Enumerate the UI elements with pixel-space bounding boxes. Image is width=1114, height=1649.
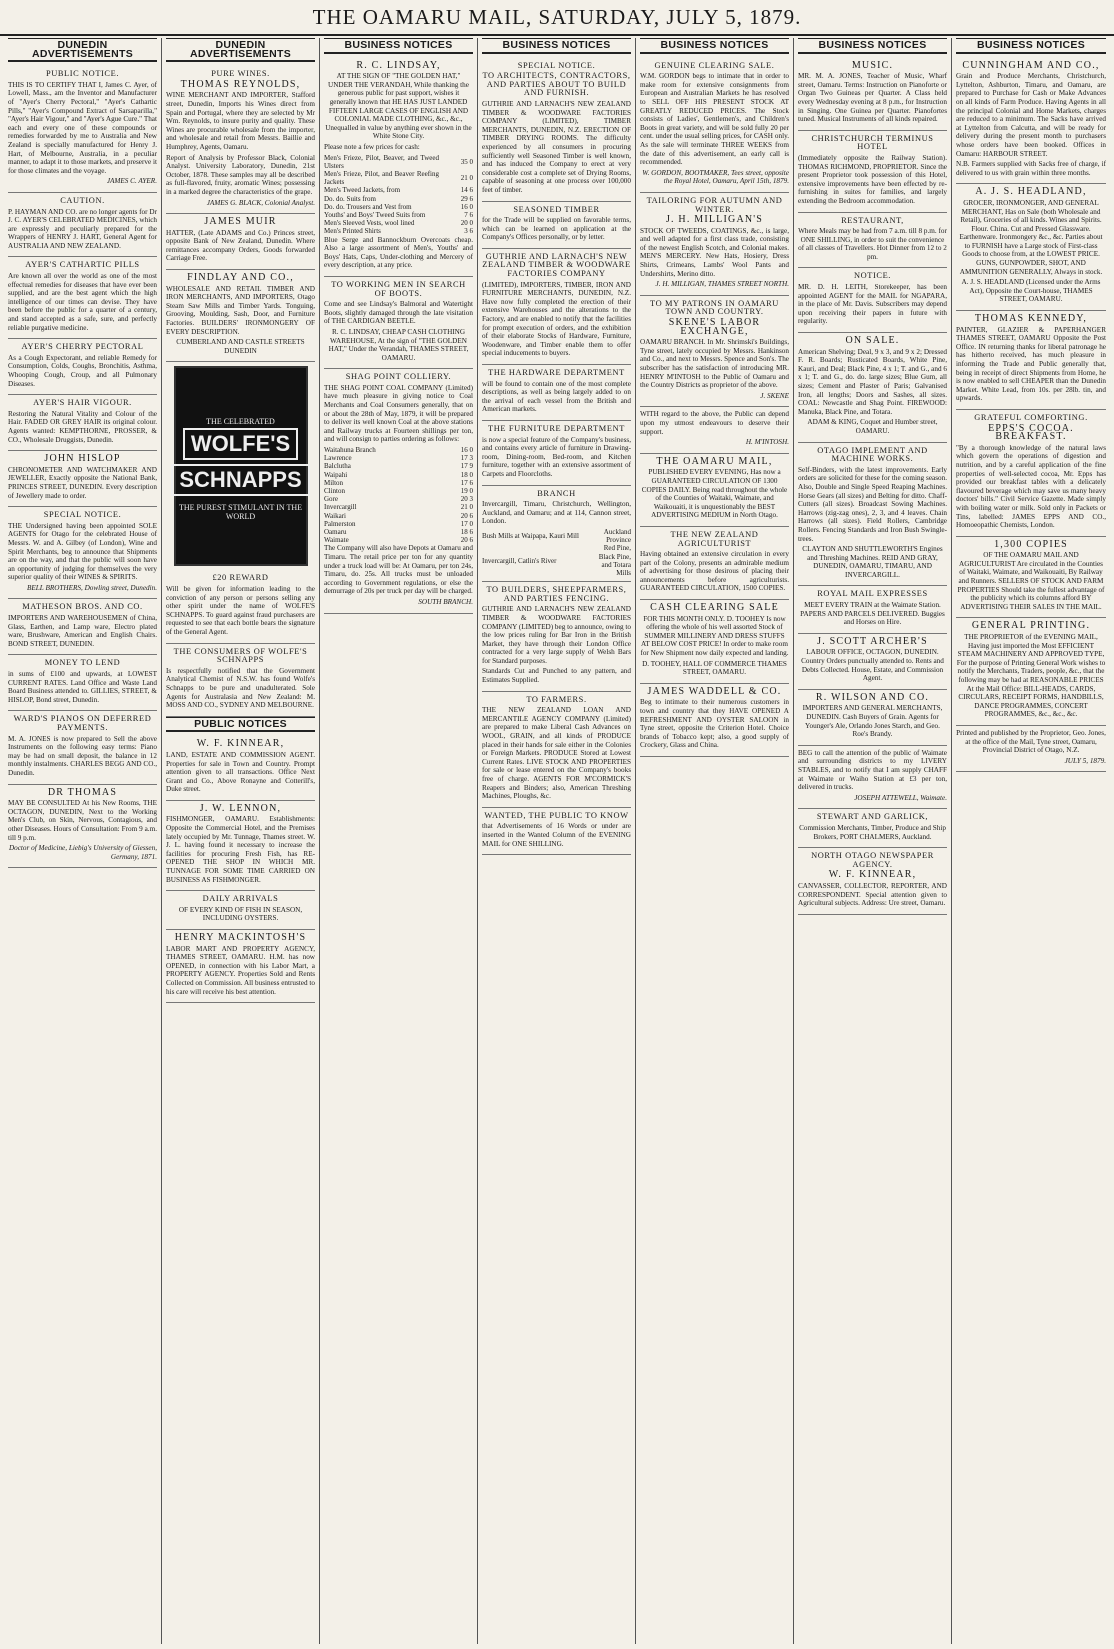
ad-body: CHRONOMETER AND WATCHMAKER AND JEWELLER, Exactly opposite the National Bank, PRINCES STREET, DUNEDIN. Every description of Jewellery made to order. (8, 465, 157, 500)
ad-advertiser: R. C. LINDSAY, (356, 59, 441, 71)
advertisement (166, 214, 315, 270)
price-row-label: Do. do. Trousers and Vest from (324, 202, 412, 211)
ad-body: Self-Binders, with the latest improvements. Early orders are solicited for these for the coming season. Also, Double and Single Speed Reaping Machines. Horse Gears (all sizes) and Belting for ditto. Chaff-Cutters (all sizes). Broadcast Sowing Machines. Harrows (zig-zag ones), 2, 3, and 4 leaves. Chain Harrows (all sizes). Field Rollers, Cambridge Rollers. Fencing Standards and Iron Bush Swingle-trees. (798, 465, 947, 543)
ad-body: Are known all over the world as one of the most effectual remedies for diseases that have ever been supplied, and are the best agent which the high intelligence of our times can devise. They have been before the public for a quarter of a century, and stand accepted as a safe, sure, and perfectly reliable purgative medicine. (8, 272, 157, 332)
ad-body: FISHMONGER, OAMARU. Establishments: Opposite the Commercial Hotel, and the Premises lately occupied by Mr. Tunnage, Thames street. W. J. L. having found it necessary to increase the facilities for procuring Fresh Fish, has RE-OPENED THE SHOP IN WHICH MR. TUNNAGE FOR SOME TIME CARRIED ON BUSINESS AS FISHMONGER. (166, 815, 315, 884)
ad-heading: PUBLIC NOTICE. (45, 69, 120, 79)
imprint (956, 726, 1106, 772)
advertisement (640, 684, 789, 757)
ad-heading: ON SALE. (845, 335, 900, 347)
advertisement (798, 58, 947, 131)
ad-body: WITH regard to the above, the Public can depend upon my utmost endeavours to deserve their support. (640, 410, 789, 436)
station-row (324, 528, 473, 536)
ad-body: GUTHRIE AND LARNACH'S NEW ZEALAND TIMBER & WOODWARE FACTORIES COMPANY (LIMITED) beg to announce, owing to the low prices ruling for Bar Iron in the British Market, they have through their London Office contracted for a very large supply of Welsh Bars for Standard purposes. (482, 605, 631, 665)
station-row-value: 20 6 (460, 536, 473, 545)
station-row (324, 512, 473, 520)
advertisement (166, 891, 315, 930)
ad-heading: THE CONSUMERS OF WOLFE'S SCHNAPPS (173, 646, 308, 665)
ad-advertiser: J. SCOTT ARCHER'S (817, 635, 928, 647)
ad-signature: ADAM & KING, Coquet and Humber street, OAMARU. (807, 418, 938, 435)
ad-body: CANVASSER, COLLECTOR, REPORTER, AND CORRESPONDENT. Special attention given to Agricultural subjects. Address: Ure street, Oamaru. (798, 881, 947, 908)
station-row-label: Gore (324, 495, 338, 504)
advertisement (482, 692, 631, 808)
ad-body: THE Undersigned having been appointed SOLE AGENTS for Otago for the celebrated House of Messrs. W. and A. Gilbey (of London), Wine and Spirit Merchants, beg to announce that Shipments are on the way, and that the public will soon have an opportunity of judging for themselves the very superior quality of their WINES & SPIRITS. (8, 521, 157, 582)
advertisement (798, 746, 947, 810)
ad-body: HATTER, (Late ADAMS and Co.) Princes street, opposite Bank of New Zealand, Dunedin. Where remittances accompany Orders, Goods forwarded Carriage Free. (166, 228, 315, 263)
price-row-label: Youths' and Boys' Tweed Suits from (324, 210, 426, 219)
column-1 (4, 38, 162, 1644)
ad-signature: JAMES C. AYER. (106, 177, 157, 186)
ad-body: STOCK OF TWEEDS, COATINGS, &c., is large, and well adapted for a first class trade, consisting of the newest English Scotch, and Colonial makes. MEN'S MERCERY. New Hats, Hosiery, Dress Shirts, Crimeans, Lambs' Wool Pants and Undershirts, Merino ditto. (640, 226, 789, 278)
ad-heading: THE NEW ZEALAND AGRICULTURIST (670, 529, 759, 548)
ad-body: MEET EVERY TRAIN at the Waimate Station. PAPERS AND PARCELS DELIVERED. Buggies and Horses on Hire. (800, 601, 945, 627)
schnapps-wordmark: WOLFE'S (183, 428, 298, 460)
advertisement (798, 213, 947, 269)
ad-advertiser: FINDLAY AND CO., (187, 272, 294, 284)
station-row-label: Waipahi (324, 470, 348, 479)
price-row-label: Men's Tweed Jackets, from (324, 186, 401, 195)
ad-body: will be found to contain one of the most complete descriptions, as well as being largely added to on the arrival of each vessel from the British and American markets. (482, 379, 631, 414)
ad-body: THE SHAG POINT COAL COMPANY (Limited) have much pleasure in giving notice to Coal Merchants and Coal Consumers generally, that on or about the 28th of May, 1879, it will be prepared to deliver its well known Coal at the above stations and Railway trucks at Fourteen shillings per ton, and will consign to parties ordering as follows: (324, 383, 473, 444)
station-row-value: 18 0 (460, 470, 473, 479)
station-row-value: 16 0 (460, 446, 473, 455)
ad-heading: AYER'S CATHARTIC PILLS (25, 260, 140, 270)
ad-heading: £20 REWARD (212, 573, 269, 583)
ad-heading: NORTH OTAGO NEWSPAPER AGENCY. (811, 851, 934, 869)
ad-body: MR. D. H. LEITH, Storekeeper, has been appointed AGENT for the MAIL for NGAPARA, in the place of Mr. Davis. Subscribers may depend upon receiving their papers in future with regularity. (798, 283, 947, 326)
ad-heading: SPECIAL NOTICE. (43, 510, 122, 520)
price-row (324, 154, 473, 170)
ad-body: OF EVERY KIND OF FISH IN SEASON, INCLUDING OYSTERS. (178, 905, 303, 923)
price-row (324, 186, 473, 194)
advertisement (166, 930, 315, 1003)
mill-row-label: Bush Mills at Waipapa, Kauri Mill (482, 532, 579, 540)
advertisement (798, 809, 947, 848)
station-row-value: 17 9 (460, 462, 473, 471)
station-row (324, 462, 473, 470)
ad-signature: JOSEPH ATTEWELL, Waimate. (854, 793, 947, 802)
ad-heading: DR THOMAS (47, 786, 118, 798)
column-heading: BUSINESS NOTICES (324, 38, 473, 54)
advertisement (8, 451, 157, 507)
advertisement (8, 599, 157, 655)
column-heading: PUBLIC NOTICES (166, 717, 315, 733)
station-row (324, 471, 473, 479)
station-row-label: Waimate (324, 536, 349, 545)
ad-signature: W. GORDON, BOOTMAKER, Tees street, opposite the Royal Hotel, Oamaru, April 15th, 1879. (642, 168, 789, 186)
advertisement (798, 443, 947, 587)
ad-body: OF THE OAMARU MAIL AND AGRICULTURIST Are circulated in the Counties of Waitaki, Waimate, and Waikouaiti, By Railway and Runners. SELLERS OF STOCK AND FARM PROPERTIES Should take the fullest advantage of the publicity which its columns afford BY ADVERTISING THEIR SALES IN THE MAIL. (957, 551, 1105, 611)
ad-heading: THE HARDWARE DEPARTMENT (488, 368, 625, 377)
ad-heading: TO WORKING MEN IN SEARCH OF BOOTS. (331, 279, 466, 298)
ad-heading: SPECIAL NOTICE. (517, 60, 596, 70)
ad-body: W.M. GORDON begs to intimate that in order to make room for extensive consignments from European and Australian Markets he has resolved to SELL OFF HIS PRESENT STOCK AT GREATLY REDUCED PRICES. The Stock consists of Ladies', Gentlemen's, and Children's Boots in great variety, and will be sold fully 20 per cent. under the usual selling prices, for CASH only. As the sale will terminate THREE WEEKS from the date of this advertisement, an early call is recommended. (640, 72, 789, 167)
station-row-label: Waitahuna Branch (324, 446, 376, 455)
advertisement (798, 333, 947, 443)
mill-list (482, 528, 631, 577)
advertisement (482, 421, 631, 486)
ad-body: "By a thorough knowledge of the natural laws which govern the operations of digestion and nutrition, and by a careful application of the fine properties of well-selected cocoa, Mr. Epps has provided our breakfast tables with a delicately flavoured beverage which may save us many heavy doctors' bills." Civil Service Gazette. Made simply with boiling water or milk. Sold only in Packets or Tins, labelled: JAMES EPPS AND CO., Homoeopathic Chemists, London. (956, 443, 1106, 530)
ad-signature: A. J. S. HEADLAND (Licensed under the Arms Act), Opposite the Court-house, THAMES STREET, OAMARU. (961, 278, 1101, 304)
imprint-text: Printed and published by the Proprietor, Geo. Jones, at the office of the Mail, Tyne street, Oamaru, Provincial District of Otago, N.Z. (956, 728, 1106, 755)
advertisement (956, 184, 1106, 311)
ad-heading: JOHN HISLOP (44, 453, 121, 465)
ad-body: (Immediately opposite the Railway Station). THOMAS RICHMOND, PROPRIETOR. Since the present Proprietor took possession of this Hotel, extensive improvements have been effected by re-furnishing in suites for families, and largely extending the Bedroom accommodation. (798, 153, 947, 205)
advertisement (8, 785, 157, 869)
mill-row-label: Invercargill, Catlin's River (482, 556, 557, 565)
ad-body: American Shelving; Deal, 9 x 3, and 9 x 2; Dressed F. R. Boards; Rusticated Boards, White Pine, Kauri, and Deal; Black Pine, 4 x 1; T. and G., and 6 x 1; T. and G., do. do. large sizes; Blue Gum, all sizes; Cement and Plaster of Paris; Galvanised Iron, all lengths; Doors and Sashes, all sizes. COAL: Newcastle and Shag Point. FIREWOOD: Manuka, Black Pine, and Totara. (798, 347, 947, 416)
ad-signature: CLAYTON AND SHUTTLEWORTH'S Engines and Threshing Machines. REID AND GRAY, DUNEDIN, OAMARU, TIMARU, AND INVERCARGILL. (802, 545, 943, 579)
price-row (324, 219, 473, 227)
ad-heading: OTAGO IMPLEMENT AND MACHINE WORKS. (817, 445, 928, 464)
ad-signature: D. TOOHEY, HALL OF COMMERCE THAMES STREET, OAMARU. (642, 659, 787, 677)
ad-body: WHOLESALE AND RETAIL TIMBER AND IRON MERCHANTS, AND IMPORTERS, Otago Steam Saw Mills and Timber Yards. Tonguing, Grooving, Moulding, Sash, Door, and Furniture Factories. BUILDERS' IRONMONGERY OF EVERY DESCRIPTION. (166, 284, 315, 336)
price-row-label: Men's Frieze, Pilot, Beaver, and Tweed Ulsters (324, 153, 439, 170)
ad-body: in sums of £100 and upwards, at LOWEST CURRENT RATES. Land Office and Waste Land Board Business attended to. GILLIES, STREET, & HISLOP, Bond street, Dunedin. (8, 670, 157, 704)
ad-body: GROCER, IRONMONGER, AND GENERAL MERCHANT, Has on Sale (both Wholesale and Retail), Groceries of all kinds. Wines and Spirits. Flour. China. Cut and Pressed Glassware. Earthenware. Ironmongery &c., &c. Parties about to FURNISH have a Large stock of First-class Goods to choose from, at the LOWEST PRICE. GUNS, GUNPOWDER, SHOT, AND AMMUNITION GENERALLY, Always in stock. (959, 198, 1103, 276)
station-row (324, 487, 473, 495)
station-row-label: Palmerston (324, 519, 356, 528)
advertisement (8, 395, 157, 451)
price-list-intro: Please note a few prices for cash: (324, 142, 420, 151)
ad-signature: H. M'INTOSH. (745, 438, 789, 447)
ad-body: Where Meals may be had from 7 a.m. till 8 p.m. for ONE SHILLING, in order to suit the convenience of all classes of Travellers. Hot Dinner from 12 to 2 pm. (798, 227, 947, 261)
ad-heading: TO BUILDERS, SHEEPFARMERS, AND PARTIES FENCING. (486, 585, 627, 603)
ad-heading: THE FURNITURE DEPARTMENT (488, 423, 625, 433)
ad-heading: BRANCH (537, 488, 576, 498)
ad-heading: NOTICE. (854, 271, 891, 281)
ad-body: THIS IS TO CERTIFY THAT I, James C. Ayer, of Lowell, Mass., am the Inventor and Manufacturer of "Ayer's Cherry Pectoral," "Ayer's Cathartic Pills," "Ayer's Compound Extract of Sarsaparilla," "Ayer's Hair Vigour," and "Ayer's Ague Cure." That each and every one of these compounds or remedies forwarded by me to Australia and New Zealand is specially manufactured for Henry J. Hart, of Melbourne, Australia, in a peculiar manner, to adapt it to those markets, and preserve it for those climates and the voyage. (8, 80, 157, 175)
column-2 (162, 38, 320, 1644)
advertisement (798, 268, 947, 333)
ad-body: As a Cough Expectorant, and reliable Remedy for Consumption, Colds, Coughs, Bronchitis, Asthma, Whooping Cough, Croup, and all Pulmonary Diseases. (8, 353, 157, 388)
ad-heading: TO FARMERS. (526, 694, 587, 704)
advertisement (166, 570, 315, 643)
ad-heading: CAUTION. (60, 195, 105, 205)
ad-heading: WARD'S PIANOS ON DEFERRED PAYMENTS. (13, 714, 152, 732)
station-row (324, 454, 473, 462)
advertisement (482, 365, 631, 421)
mill-row-value: Auckland Province (603, 527, 631, 545)
advertisement (8, 66, 157, 193)
ad-heading: 1,300 COPIES (994, 538, 1068, 550)
newspaper-title: THE OAMARU MAIL, SATURDAY, JULY 5, 1879. (312, 5, 802, 29)
ad-signature: R. C. LINDSAY, CHEAP CASH CLOTHING WAREHOUSE, At the sign of "THE GOLDEN HAT," Under the Verandah, THAMES STREET, OAMARU. (328, 327, 469, 362)
station-row-value: 17 0 (460, 519, 473, 528)
ad-body: Invercargill, Timaru, Christchurch, Wellington, Auckland, and Oamaru; and at 114, Cannon street, London. (482, 500, 631, 526)
ad-heading: MONEY TO LEND (44, 658, 121, 668)
schnapps-banner-bottom: THE PUREST STIMULANT IN THE WORLD (178, 503, 303, 521)
price-row-label: Do. do. Suits from (324, 194, 376, 203)
ad-body: PUBLISHED EVERY EVENING, Has now a GUARANTEED CIRCULATION OF 1300 COPIES DAILY. Being read throughout the whole of the Counties of Waitaki, Waimate, and Waikouaiti, it is unquestionably the BEST ADVERTISING MEDIUM in North Otago. (641, 468, 788, 520)
station-row-value: 17 6 (460, 478, 473, 487)
ad-body: LABOUR OFFICE, OCTAGON, DUNEDIN. Country Orders punctually attended to. Rents and Debts Collected. House, Estate, and Commission Agent. (801, 648, 944, 683)
ad-body: P. HAYMAN AND CO. are no longer agents for Dr J. C. AYER'S CELEBRATED MEDICINES, which are expressly and peculiarly prepared for the Wrappers of HENRY J. HART, General Agent for AUSTRALIA AND NEW ZEALAND. (8, 207, 157, 250)
ad-body: Report of Analysis by Professor Black, Colonial Analyst. University Laboratory, Dunedin, 21st October, 1878. These samples may all be described as full-flavored, fruity, aromatic Wines; possessing in a marked degree the characteristics of the grape. (166, 153, 315, 196)
ad-heading: GENERAL PRINTING. (971, 620, 1091, 632)
advertisement (798, 586, 947, 633)
station-row-value: 18 6 (460, 528, 473, 537)
advertisement (8, 711, 157, 784)
station-row-label: Milton (324, 478, 344, 487)
price-row (324, 203, 473, 211)
ad-advertiser: CUNNINGHAM AND CO., (962, 59, 1100, 71)
ad-body: MAY BE CONSULTED At his New Rooms, THE OCTAGON, DUNEDIN, Next to the Working Men's Club, on Skin, Nervous, Contagious, and other Diseases. Hours of Consultation: From 9 a.m. till 9 p.m. (8, 799, 157, 842)
ad-body: Come and see Lindsay's Balmoral and Watertight Boots, slightly damaged through the late visitation of THE CARDIGAN BEETLE. (324, 300, 473, 326)
ad-heading: CASH CLEARING SALE (650, 602, 779, 614)
ad-heading: MATHESON BROS. AND CO. (22, 602, 143, 612)
column-4 (478, 38, 636, 1644)
ad-advertiser: HENRY MACKINTOSH'S (174, 932, 307, 943)
ad-heading: MUSIC. (851, 59, 894, 71)
advertisement (482, 58, 631, 202)
ad-body: GUTHRIE AND LARNACH'S NEW ZEALAND TIMBER & WOODWARE FACTORIES COMPANY (LIMITED), TIMBER MERCHANTS, DUNEDIN, N.Z. ERECTION OF TIMBER DRYING ROOMS. The difficulty experienced by all consumers in procuring sufficiently well Seasoned Timber is well known, and has induced the Company to erect at very considerable cost a complete set of Drying Rooms, capable of seasoning at one process over 100,000 feet of timber. (482, 99, 631, 194)
ad-advertiser: JAMES MUIR (204, 216, 277, 228)
advertisement (166, 736, 315, 801)
ad-advertiser: STEWART AND GARLICK, (816, 812, 929, 822)
column-6 (794, 38, 952, 1644)
mill-row (482, 544, 631, 577)
ad-body: Having obtained an extensive circulation in every part of the Colony, presents an admirable medium of advertising for those desirous of placing their announcements before agriculturists. GUARANTEED CIRCULATION, 1500 COPIES. (640, 550, 789, 593)
ad-body: LAND, ESTATE AND COMMISSION AGENT. Properties for sale in Town and Country. Prompt attention given to all transactions. Office Next Grant and Co., Above Ronayne and Cotterill's, Duke street. (166, 750, 315, 794)
price-row-value: 16 0 (460, 202, 473, 211)
ad-signature: J. SKENE (760, 391, 789, 400)
ad-body: The Company will also have Depots at Oamaru and Timaru. The retail price per ton for any quantity under a truck load will be: At Oamaru, per ton 24s, Timaru, do. 25s. All trucks must be unloaded according to Government regulations, or else the demurrage of 20s per truck per day will be charged. (324, 544, 473, 596)
ad-body: BEG to call the attention of the public of Waimate and surrounding districts to my LIVERY STABLES, and to notify that I am supply CHAFF at Waimate or Waiho Station at £3 per ton, delivered in trucks. (798, 748, 947, 792)
advertisement (640, 454, 789, 527)
column-heading: BUSINESS NOTICES (798, 38, 947, 54)
station-row (324, 520, 473, 528)
price-row-value: 3 6 (464, 227, 473, 236)
advertisement (482, 582, 631, 692)
advertisement (956, 410, 1106, 537)
price-row (324, 211, 473, 219)
advertisement (8, 257, 157, 339)
ad-heading: ROYAL MAIL EXPRESSES (817, 589, 928, 599)
ad-advertiser: J. H. MILLIGAN'S (665, 214, 764, 226)
ad-body: Standards Cut and Punched to any pattern, and Estimates Supplied. (482, 667, 631, 685)
ad-body: THE PROPRIETOR of the EVENING MAIL, Having just imported the Most EFFICIENT STEAM MACHINERY AND APPROVED TYPE, For the purpose of Printing General Work wishes to notify the Merchants, Traders, people, &c., that the following may be had at REASONABLE PRICES At the Mail Office: BILL-HEADS, CARDS, CIRCULARS, RECEIPT FORMS, HANDBILLS, DANCE PROGRAMMES, CONCERT PROGRAMMES, &c., &c., &c. (956, 633, 1106, 719)
ad-body: Restoring the Natural Vitality and Colour of the Hair. FADED OR GREY HAIR its original colour. Agents wanted: KEMPTHORNE, PROSSER, & CO., Wholesale Druggists, Dunedin. (8, 409, 157, 444)
advertisement (8, 339, 157, 395)
advertisement (640, 407, 789, 453)
price-row-value: 21 0 (460, 174, 473, 183)
price-row-label: Men's Printed Shirts (324, 227, 381, 236)
price-row-value: 14 6 (460, 186, 473, 195)
ad-heading: RESTAURANT, (841, 215, 904, 225)
station-row-label: Invercargill (324, 503, 357, 512)
advertisement (166, 644, 315, 717)
advertisement (324, 277, 473, 369)
advertisement (956, 58, 1106, 185)
ad-body: is now a special feature of the Company's business, and contains every article of furniture in Drawing-room, Dining-room, Bed-room, and Kitchen furniture, together with an extensive assortment of Carpets and Floorcloths. (482, 435, 631, 478)
ad-advertiser: R. WILSON AND CO. (815, 691, 930, 703)
ad-body: AT THE SIGN OF "THE GOLDEN HAT," UNDER THE VERANDAH, While thanking the generous public for past support, wishes it generally known that HE HAS JUST LANDED FIFTEEN LARGE CASES OF ENGLISH AND COLONIAL MADE CLOTHING, &c., &c., Unequalled in value by anything ever shown in the White Stone City. (325, 72, 472, 141)
ad-heading: SEASONED TIMBER (513, 204, 600, 214)
ad-heading: GRATEFUL COMFORTING. (974, 412, 1088, 422)
imprint-date: JULY 5, 1879. (1064, 756, 1106, 765)
advertisement (8, 193, 157, 258)
ad-body: Blue Serge and Bannockburn Overcoats cheap. Also a large assortment of Men's, Youths' and Boys' Hats, Caps, Under-clothing and Mercery of every description, at any price. (324, 235, 473, 270)
ad-heading: GUTHRIE AND LARNACH'S NEW ZEALAND TIMBER & WOODWARE FACTORIES COMPANY (482, 251, 631, 279)
advertisement (166, 66, 315, 214)
price-row (324, 227, 473, 235)
station-row-label: Oamaru (324, 528, 347, 537)
ad-advertiser: A. J. S. HEADLAND, (975, 186, 1087, 198)
ad-advertiser: W. F. KINNEAR, (196, 738, 285, 750)
ad-body: (LIMITED), IMPORTERS, TIMBER, IRON AND FURNITURE MERCHANTS, DUNEDIN, N.Z. Have now fully completed the erection of their extensive Warehouses and the alterations to the Factory, and are enabled to notify that the facilities for prompt execution of orders, and the exhibition of their elaborate Stocks of Hardware, Furniture, Woodenware, and Timber enable them to offer special inducements to buyers. (482, 280, 631, 358)
advertisement (956, 618, 1106, 726)
station-row (324, 446, 473, 454)
column-heading: BUSINESS NOTICES (640, 38, 789, 54)
advertisement (482, 486, 631, 583)
ad-body: for the Trade will be supplied on favorable terms, which can be learned on application at the Company's Offices personally, or by letter. (482, 216, 631, 242)
schnapps-illustration (174, 366, 308, 566)
ad-heading: WANTED, THE PUBLIC TO KNOW (484, 810, 629, 820)
mill-row-value: Red Pine, Black Pine, and Totara Mills (598, 544, 631, 577)
ad-signature: JAMES G. BLACK, Colonial Analyst. (206, 198, 315, 207)
station-row-label: Balclutha (324, 462, 351, 471)
station-row-label: Clinton (324, 487, 346, 496)
ad-advertiser: JAMES WADDELL & CO. (647, 685, 782, 697)
column-7 (952, 38, 1110, 1644)
ad-heading: GENUINE CLEARING SALE. (654, 60, 775, 70)
station-row (324, 479, 473, 487)
advertisement (798, 690, 947, 746)
advertisement (640, 527, 789, 600)
ad-heading: SHAG POINT COLLIERY. (345, 372, 452, 382)
ad-heading: AYER'S CHERRY PECTORAL (21, 342, 144, 352)
price-row-label: Men's Frieze, Pilot, and Beaver Reefing Jackets (324, 169, 439, 187)
ad-advertiser: SKENE'S LABOR EXCHANGE, (668, 317, 761, 337)
column-5 (636, 38, 794, 1644)
price-row-label: Men's Sleeved Vests, wool lined (324, 219, 415, 228)
ad-advertiser: THOMAS KENNEDY, (974, 313, 1088, 325)
ad-body: MR. M. A. JONES, Teacher of Music, Wharf street, Oamaru. Terms: Instruction on Pianoforte or Organ Two Guineas per Quarter. A Class held every Wednesday evening at 8 p.m., for Instruction in Singing. One Guinea per Quarter. Pianofortes tuned. Musical Instruments of all kinds repaired. (798, 72, 947, 124)
ad-body: PAINTER, GLAZIER & PAPERHANGER THAMES STREET, OAMARU Opposite the Post Office. IN returning thanks for liberal patronage he has hitherto received, has much pleasure in informing the Trade and Public generally that, being in receipt of direct Shipments from Home, he is now enabled to sell CHEAPER than the Dunedin Market. White Lead, from 10s. per 28lb. tin, and upwards. (956, 325, 1106, 403)
advertisement (798, 131, 947, 213)
advertisement (324, 369, 473, 613)
advertisement (166, 801, 315, 891)
column-heading: DUNEDIN ADVERTISEMENTS (166, 38, 315, 62)
ad-subheading: TO ARCHITECTS, CONTRACTORS, AND PARTIES ABOUT TO BUILD AND FURNISH. (482, 71, 631, 98)
ad-heading: TO MY PATRONS IN OAMARU TOWN AND COUNTRY. (650, 298, 779, 317)
ad-advertiser: W. F. KINNEAR, (828, 869, 917, 881)
ad-heading: TAILORING FOR AUTUMN AND WINTER. (646, 195, 783, 214)
price-row-value: 35 0 (460, 157, 473, 166)
column-heading: DUNEDIN ADVERTISEMENTS (8, 38, 157, 62)
ad-advertiser: THOMAS REYNOLDS, (180, 78, 301, 90)
station-row-value: 17 3 (460, 454, 473, 463)
ad-heading: AYER'S HAIR VIGOUR. (33, 398, 132, 408)
station-price-list (324, 446, 473, 544)
ad-body: LABOR MART AND PROPERTY AGENCY, THAMES STREET, OAMARU. H.M. has now OPENED, in connection with his Labor Mart, a PROPERTY AGENCY. Properties Sold and Rents Collected on Commission. All business entrusted to his care will receive his best attention. (166, 944, 315, 996)
advertisement (640, 58, 789, 193)
price-row-value: 20 0 (460, 219, 473, 228)
station-row-value: 21 0 (460, 503, 473, 512)
ad-heading: DAILY ARRIVALS (202, 894, 279, 904)
ad-heading: THE OAMARU MAIL, (656, 455, 773, 467)
station-row-value: 19 0 (460, 487, 473, 496)
ad-signature: SOUTH BRANCH. (418, 598, 473, 607)
advertisement (8, 507, 157, 599)
advertisement (482, 202, 631, 249)
ad-body: M. A. JONES is now prepared to Sell the above Instruments on the following easy terms: Piano may be had on small deposit, the balance in 12 monthly instalments. CHARLES BEGG AND CO., Dunedin. (8, 734, 157, 777)
column-heading: BUSINESS NOTICES (956, 38, 1106, 54)
ad-note: N.B. Farmers supplied with Sacks free of charge, if delivered to us with grain within three months. (956, 160, 1106, 177)
ad-body: Grain and Produce Merchants, Christchurch, Lyttelton, Ashburton, Timaru, and Oamaru, are prepared to Purchase for Cash or Make Advances on all kinds of Farm Produce. Having Agents in all the principal Colonial and Home Markets, charges are reduced to a minimum. The Sacks have arrived at Lyttelton from Calcutta, and will be ready for delivery during the present month to purchasers whose orders have been booked. Offices in Oamaru: HARBOUR STREET. (956, 72, 1106, 158)
masthead (0, 0, 1114, 36)
advertisement (956, 537, 1106, 619)
ad-body: OAMARU BRANCH. In Mr. Shrimski's Buildings, Tyne street, lately occupied by Messrs. Hankinson and Co., and next to Messrs. Spence and Son's. The subscriber has the satisfaction of introducing MR. HENRY M'INTOSH to the Public of Oamaru and the Country Districts as proprietor of the above. (640, 338, 789, 390)
ad-address: CUMBERLAND AND CASTLE STREETS DUNEDIN (176, 338, 305, 355)
ad-body: Beg to intimate to their numerous customers in town and country that they HAVE OPENED A REFRESHMENT AND OYSTER SALOON in Tyne street, opposite the Criterion Hotel. Choice brands of Tobacco kept; also, a good supply of Crockery, Glass and China. (640, 698, 789, 750)
price-row-value: 29 6 (460, 194, 473, 203)
ad-body: IMPORTERS AND GENERAL MERCHANTS, DUNEDIN. Cash Buyers of Grain. Agents for Younger's Ale, Orlando Jones Starch, and Geo. Roe's Brandy. (802, 704, 943, 739)
ad-body: THE NEW ZEALAND LOAN AND MERCANTILE AGENCY COMPANY (Limited) are prepared to make Liberal Cash Advances on WOOL, GRAIN, and all kinds of PRODUCE placed in their hands for sale either in the Colonies or Foreign Markets. PRODUCE Stored at Lowest Current Rates. LIVE STOCK AND PROPERTIES for sale or lease entered on the Company's books free of charge. AGENTS FOR M'CORMICK'S Reapers and Binders; also, American Threshing Machines, Ploughs, &c. (482, 706, 631, 801)
advertisement (8, 655, 157, 711)
advertisement (640, 193, 789, 296)
station-row (324, 503, 473, 511)
ad-heading: PURE WINES. (211, 69, 270, 79)
advertisement (798, 848, 947, 915)
ad-signature: Doctor of Medicine, Liebig's University of Giessen, Germany, 1871. (8, 844, 157, 861)
schnapps-banner-top: THE CELEBRATED (206, 416, 275, 426)
advertisement (798, 634, 947, 690)
station-row (324, 536, 473, 544)
ad-body: IMPORTERS AND WAREHOUSEMEN of China, Glass, Earthen, and Lamp ware, Electro plated ware, Brushware, American and English Chairs. BOND STREET, DUNEDIN. (8, 614, 157, 648)
ad-heading: CHRISTCHURCH TERMINUS HOTEL (811, 133, 934, 152)
advertisement (956, 311, 1106, 410)
column-3 (320, 38, 478, 1644)
price-row-value: 7 6 (464, 210, 473, 219)
ad-body: Will be given for information leading to the conviction of any person or persons selling any other spirit under the name of WOLFE'S SCHNAPPS. To guard against fraud purchasers are requested to see that each bottle bears the signature of the General Agent. (166, 585, 315, 636)
price-row (324, 170, 473, 186)
ad-signature: BELL BROTHERS, Dowling street, Dunedin. (27, 583, 157, 592)
advertisement (640, 600, 789, 684)
mill-row (482, 528, 631, 544)
ad-advertiser: J. W. LENNON, (199, 802, 282, 814)
advertisement (482, 808, 631, 855)
station-row-label: Waikari (324, 511, 346, 520)
station-row-value: 20 6 (460, 511, 473, 520)
ad-signature: J. H. MILLIGAN, THAMES STREET NORTH. (655, 280, 789, 289)
station-row-label: Lawrence (324, 454, 352, 463)
advertisement (166, 270, 315, 362)
ad-advertiser: EPPS'S COCOA. BREAKFAST. (988, 422, 1074, 443)
ad-body: FOR THIS MONTH ONLY. D. TOOHEY Is now offering the whole of his well assorted Stock of SUMMER MILLINERY AND DRESS STUFFS AT BELOW COST PRICE! In order to make room for New Shipment now daily expected and landing. (640, 614, 789, 658)
column-heading: BUSINESS NOTICES (482, 38, 631, 54)
page-columns (4, 38, 1110, 1644)
ad-body: WINE MERCHANT AND IMPORTER, Stafford street, Dunedin, Imports his Wines direct from Spain and Portugal, where they are selected by Mr Wm. Reynolds, to insure purity and quality. These Wines are procurable wholesale from the importer, and wholesale and retail from Messrs. Baillie and Humphrey, Agents, Oamaru. (166, 91, 315, 151)
advertisement (324, 58, 473, 277)
ad-body: that Advertisements of 16 Words or under are inserted in the Wanted Column of the EVENING MAIL for ONE SHILLING. (482, 822, 631, 848)
station-row (324, 495, 473, 503)
ad-body: Is respectfully notified that the Government Analytical Chemist of N.S.W. has found Wolfe's Schnapps to be pure and unadulterated. Sole Agents for Australasia and New Zealand: M. MOSS AND CO., SYDNEY AND MELBOURNE. (166, 666, 315, 710)
price-list (324, 154, 473, 236)
schnapps-wordmark: SCHNAPPS (171, 464, 309, 496)
advertisement (640, 296, 789, 408)
ad-body: Commission Merchants, Timber, Produce and Ship Brokers, PORT CHALMERS, Auckland. (799, 823, 946, 841)
station-row-value: 20 3 (460, 495, 473, 504)
price-row (324, 195, 473, 203)
advertisement (482, 249, 631, 365)
